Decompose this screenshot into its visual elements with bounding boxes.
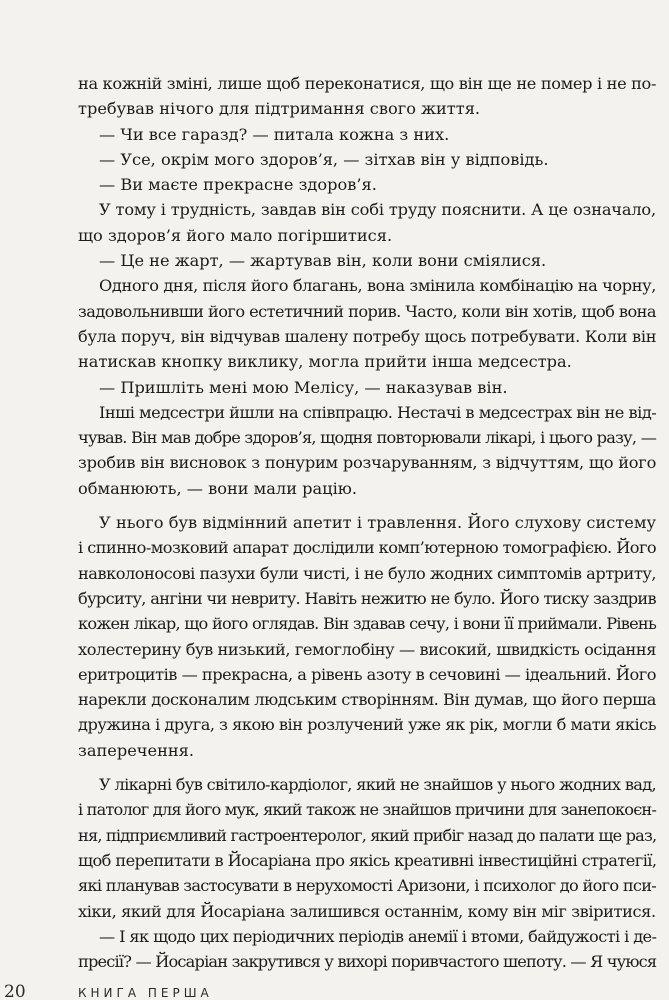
paragraph [78,122,656,147]
text-line: щоб перепитати в Йосаріана про якісь креативні інвестиційні стратегії, [78,850,657,870]
paragraph [78,71,656,122]
page-number: 20 [4,982,26,1000]
text-line: зробив він висновок з понурим розчаруванням, з відчуттям, що його [78,453,657,473]
text-line: хіки, який для Йосаріана залишився останнім, кому він міг звіритися. [78,901,656,921]
paragraph [78,172,656,197]
text-line: і патолог для його мук, який також не знайшов причини для занепокоєн- [78,800,656,820]
paragraph-spacer [78,501,656,510]
text-line: навколоносові пазухи були чисті, і не було жодних симптомів артриту, [78,563,657,583]
text-line: — Чи все гаразд? — питала кожна з них. [99,124,450,144]
text-line: на кожній зміні, лише щоб переконатися, що він ще не помер і не по- [78,74,657,93]
text-line: які планував застосувати в нерухомості Аризони, і психолог до його пси- [78,876,656,896]
text-line: — Це не жарт, — жартував він, коли вони сміялися. [99,251,547,271]
paragraph [78,400,656,501]
paragraph [78,197,656,248]
text-line: У лікарні був світило-кардіолог, який не знайшов у нього жодних вад, [99,775,656,795]
text-line: — Ви маєте прекрасне здоров’я. [99,175,377,195]
paragraph [78,772,656,924]
text-line: пресії? — Йосаріан закрутився у вихорі поривчастого шепоту. — Я чуюся [78,952,657,972]
text-line: дружина і друга, з якою він розлучений уже як рік, могли б мати якісь [78,715,656,735]
text-line: нарекли досконалим людським створінням. Він думав, що його перша [78,690,656,710]
text-line: і спинно-мозковий апарат дослідили комп’ютерною томографією. Його [78,538,657,558]
text-line: натискав кнопку виклику, могла прийти інша медсестра. [78,352,572,372]
text-line: еритроцитів — прекрасна, а рівень азоту в сечовині — ідеальний. Його [78,664,656,684]
paragraph [78,510,656,763]
paragraph [78,924,656,975]
text-line: У нього був відмінний апетит і травлення. Його слухову систему [99,513,656,533]
text-line: чував. Він мав добре здоров’я, щодня повторювали лікарі, і цього разу, — [78,428,657,448]
text-line: ня, підприємливий гастроентеролог, який прибіг назад до палати ще раз, [78,825,657,845]
text-line: требував нічого для підтримання свого життя. [78,99,481,119]
text-line: — Пришліть мені мою Мелісу, — наказував він. [99,377,508,397]
text-line: обманюють, — вони мали рацію. [78,478,357,498]
running-head: КНИГА ПЕРША [78,986,213,1000]
text-line: була поруч, він відчував шалену потребу щось потребувати. Коли він [78,326,657,346]
text-line: кожен лікар, що його оглядав. Він здавав сечу, і вони її приймали. Рівень [78,614,656,634]
text-line: заперечення. [78,740,195,760]
text-line: бурситу, ангіни чи невриту. Навіть нежитю не було. Його тиску заздрив [78,588,656,608]
paragraph [78,248,656,273]
paragraph [78,273,656,374]
text-line: задовольнивши його естетичний порив. Часто, коли він хотів, щоб вона [78,301,656,321]
paragraph [78,375,656,400]
paragraph-spacer [78,763,656,772]
text-line: У тому і трудність, завдав він собі труду пояснити. А це означало, [99,200,656,220]
text-line: — Усе, окрім мого здоров’я, — зітхав він у відповідь. [99,149,549,169]
page-footer [0,982,669,1000]
text-line: Інші медсестри йшли на співпрацю. Нестачі в медсестрах він не від- [99,402,657,422]
text-line: холестерину був низький, гемоглобіну — високий, швидкість осідання [78,639,656,659]
text-line: — І як щодо цих періодичних періодів анемії і втоми, байдужості і де- [99,926,657,946]
text-line: що здоров’я його мало погіршитися. [78,225,393,245]
text-line: Одного дня, після його благань, вона змінила комбінацію на чорну, [99,276,656,296]
paragraph [78,147,656,172]
body-text [78,71,656,974]
